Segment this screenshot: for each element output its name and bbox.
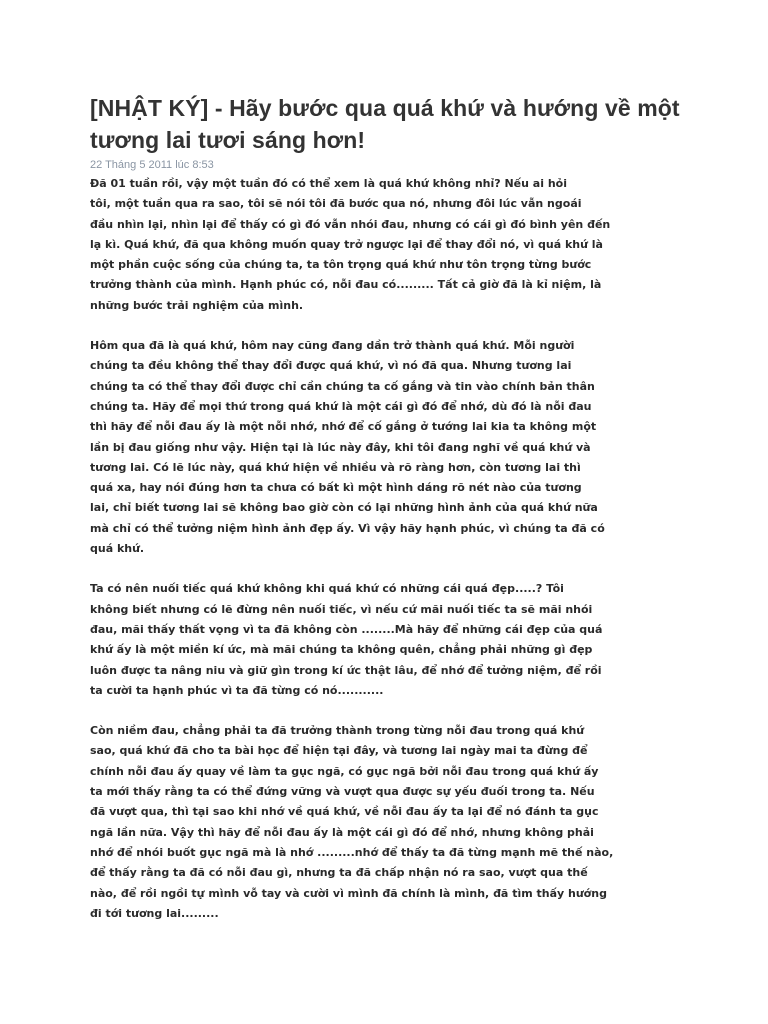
paragraph-gap xyxy=(90,316,690,336)
diary-page xyxy=(90,92,690,924)
post-title: [NHẬT KÝ] - Hãy bước qua quá khứ và hướng về một tương lai tươi sáng hơn! xyxy=(90,95,680,153)
paragraph-gap xyxy=(90,701,690,721)
paragraph-3: Ta có nên nuối tiếc quá khứ không khi quá khứ có những cái quá đẹp.....? Tôi không biết nhưng có lẽ đừng nên nuối tiếc, vì nếu cứ mãi nuối tiếc ta sẽ mãi nhói đau, mãi thấy thất vọng vì ta đã không còn ........Mà hãy để những cái đẹp của quá khứ ấy là một miền kí ức, mà mãi chúng ta không quên, chẳng phải những gì đẹp luôn được ta nâng niu và giữ gìn trong kí ức thật lâu, để nhớ để tưởng niệm, để rồi ta cười ta hạnh phúc vì ta đã từng có nó........... xyxy=(90,582,603,697)
post-date: 22 Tháng 5 2011 lúc 8:53 xyxy=(90,159,214,171)
paragraph-gap xyxy=(90,559,690,579)
paragraph-1: Đã 01 tuần rồi, vậy một tuần đó có thể xem là quá khứ không nhỉ? Nếu ai hỏi tôi, một tuần qua ra sao, tôi sẽ nói tôi đã bước qua nó, nhưng đôi lúc vẫn ngoái đầu nhìn lại, nhìn lại để thấy có gì đó vẫn nhói đau, nhưng có cái gì đó bình yên đến lạ kì. Quá khứ, đã qua không muốn quay trở ngược lại để thay đổi nó, vì quá khứ là một phần cuộc sống của chúng ta, ta tôn trọng quá khứ như tôn trọng từng bước trưởng thành của mình. Hạnh phúc có, nỗi đau có......... Tất cả giờ đã là kỉ niệm, là những bước trải nghiệm của mình. xyxy=(90,177,611,312)
paragraph-4: Còn niềm đau, chẳng phải ta đã trưởng thành trong từng nỗi đau trong quá khứ sao, quá khứ đã cho ta bài học để hiện tại đây, và tương lai ngày mai ta đừng để chính nỗi đau ấy quay về làm ta gục ngã, có gục ngã bởi nỗi đau trong quá khứ ấy ta mới thấy rằng ta có thể đứng vững và vượt qua được sự yếu đuối trong ta. Nếu đã vượt qua, thì tại sao khi nhớ về quá khứ, về nỗi đau ấy ta lại để nó đánh ta gục ngã lần nữa. Vậy thì hãy để nỗi đau ấy là một cái gì đó để nhớ, nhưng không phải nhớ để nhói buốt gục ngã mà là nhớ .........nhớ để thấy ta đã từng mạnh mẽ thế nào, để thấy rằng ta đã có nỗi đau gì, nhưng ta đã chấp nhận nó ra sao, vượt qua thế nào, để rồi ngồi tự mình vỗ tay và cười vì mình đã chính là mình, đã tìm thấy hướng đi tới tương lai......... xyxy=(90,724,614,920)
paragraph-2: Hôm qua đã là quá khứ, hôm nay cũng đang dần trở thành quá khứ. Mỗi người chúng ta đều không thể thay đổi được quá khứ, vì nó đã qua. Nhưng tương lai chúng ta có thể thay đổi được chỉ cần chúng ta cố gắng và tin vào chính bản thân chúng ta. Hãy để mọi thứ trong quá khứ là một cái gì đó để nhớ, dù đó là nỗi đau thì hãy để nỗi đau ấy là một nỗi nhớ, nhớ để cố gắng ở tướng lai kia ta không một lần bị đau giống như vậy. Hiện tại là lúc này đây, khi tôi đang nghĩ về quá khứ và tương lai. Có lẽ lúc này, quá khứ hiện về nhiều và rõ ràng hơn, còn tương lai thì quá xa, hay nói đúng hơn ta chưa có bất kì một hình dáng rõ nét nào của tương lai, chỉ biết tương lai sẽ không bao giờ còn có lại những hình ảnh của quá khứ nữa mà chỉ có thể tưởng niệm hình ảnh đẹp ấy. Vì vậy hãy hạnh phúc, vì chúng ta đã có quá khứ. xyxy=(90,339,605,556)
